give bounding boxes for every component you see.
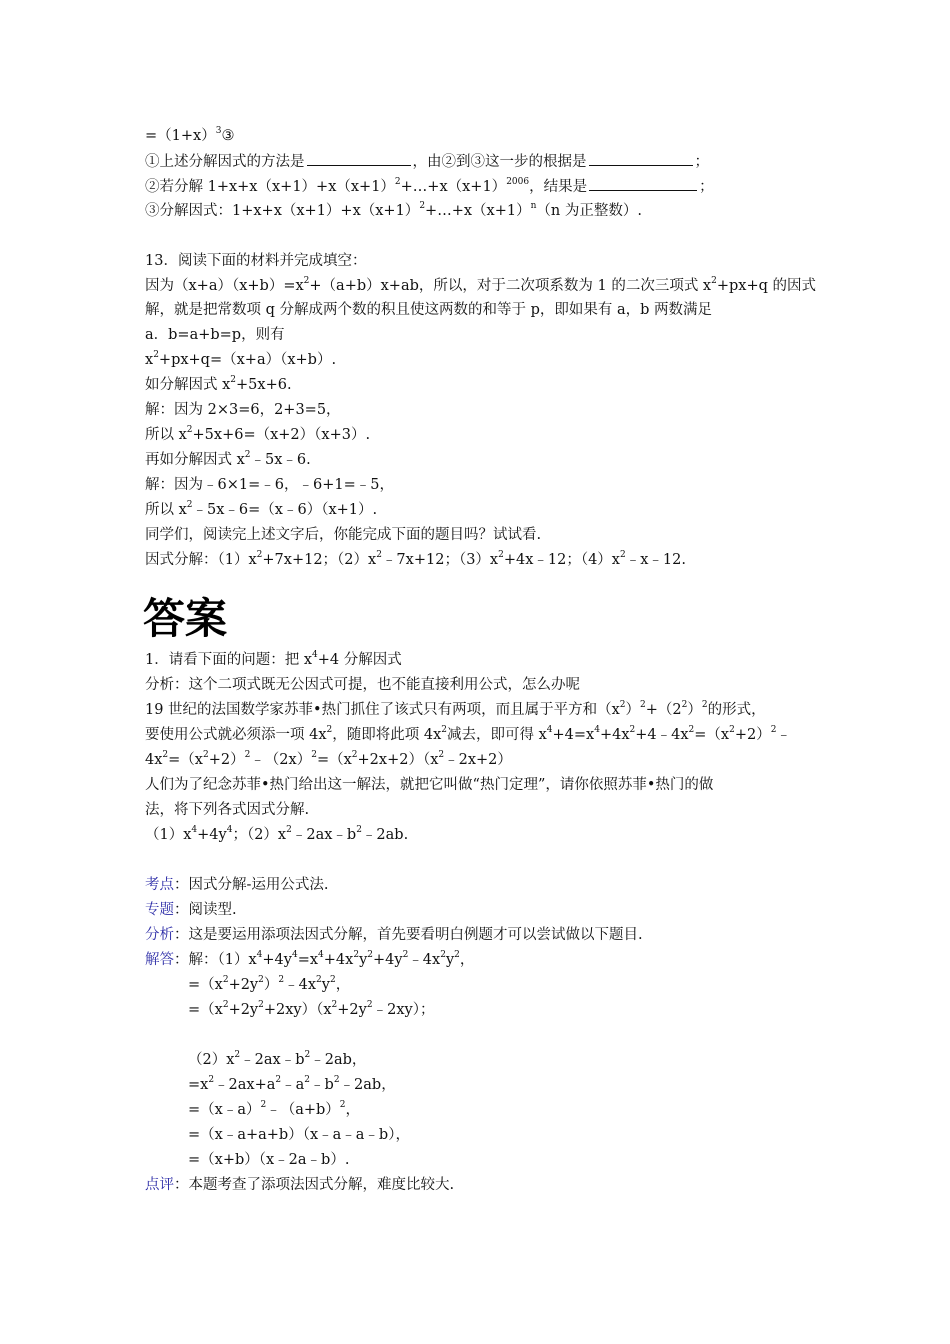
a1-line: 分析：这个二项式既无公因式可提，也不能直接利用公式，怎么办呢 — [145, 677, 580, 693]
q13-line: $x^2+px+q=(x+a)(x+b)$. — [145, 350, 337, 368]
q13-line: 所以 $x^2﹣5x﹣6=(x﹣6)(x+1)$. — [145, 500, 378, 518]
solution-step: $=(x^2+2y^2+2xy)(x^2+2y^2﹣2xy)$； — [188, 1000, 435, 1018]
a1-line: 法，将下列各式因式分解. — [145, 802, 310, 818]
answer-heading: 答案 — [143, 594, 228, 643]
jieda-line: 解答：解：$(1)x^4+4y^4=x^4+4x^2y^2+4y^2﹣4x^2y^2$， — [145, 950, 475, 968]
q12-sub1: ①上述分解因式的方法是 ，由②到③这一步的根据是 ； — [145, 151, 709, 172]
a1-line: 19 世纪的法国数学家苏菲•热门抓住了该式只有两项，而且属于平方和$(x^2)^2+(2^2)^2$的形式， — [145, 700, 766, 718]
solution-step: =（x﹣a+a+b）（x﹣a﹣a﹣b）， — [188, 1127, 410, 1143]
solution-step: $=x^2﹣2ax+a^2﹣a^2﹣b^2﹣2ab$， — [188, 1075, 396, 1093]
fenxi-label: 分析 — [145, 927, 174, 943]
zhuanti-label: 专题 — [145, 902, 174, 918]
a1-line: $(1)x^4+4y^4$；$(2)x^2﹣2ax﹣b^2﹣2ab$. — [145, 825, 409, 843]
answer-blank[interactable] — [589, 176, 697, 191]
kaodian-label: 考点 — [145, 877, 174, 893]
q13-line: a．b=a+b=p，则有 — [145, 327, 285, 343]
fenxi-line: 分析：这是要运用添项法因式分解，首先要看明白例题才可以尝试做以下题目. — [145, 927, 643, 943]
q13-line: 解：因为 2×3=6，2+3=5， — [145, 402, 341, 418]
dianping-line: 点评：本题考查了添项法因式分解，难度比较大. — [145, 1177, 455, 1193]
q13-line: 如分解因式 $x^2+5x+6$. — [145, 375, 292, 393]
solution-step: =（x+b）（x﹣2a﹣b）. — [188, 1152, 350, 1168]
q13-line: 解，就是把常数项 q 分解成两个数的积且使这两数的和等于 p，即如果有 a，b 两数满足 — [145, 302, 713, 318]
q12-sub3: ③分解因式：$1+x+x(x+1)+x(x+1)^2+\dots+x(x+1)^n(n$ 为正整数）. — [145, 201, 642, 219]
a1-line: 要使用公式就必须添一项 $4x^2$，随即将此项 $4x^2$减去，即可得 $x^4+4=x^4+4x^2+4﹣4x^2=(x^2+2)^2﹣$ — [145, 725, 791, 743]
q12-sub2: ②若分解 $1+x+x(x+1)+x(x+1)^2+\dots+x(x+1)^{2006}$，结果是 ； — [145, 177, 714, 195]
solution-step: $=(x﹣a)^2﹣(a+b)^2$， — [188, 1100, 361, 1118]
q13-line: 因为$(x+a)(x+b)=x^2+(a+b)x+ab$，所以，对于二次项系数为 1 的二次三项式 $x^2+px+q$ 的因式 — [145, 276, 817, 294]
solution-step: $=(x^2+2y^2)^2﹣4x^2y^2$， — [188, 975, 351, 993]
solution-step: $(2)x^2﹣2ax﹣b^2﹣2ab$， — [188, 1050, 367, 1068]
a1-line: 1．请看下面的问题：把 $x^4+4$ 分解因式 — [145, 650, 402, 668]
q13-title: 13．阅读下面的材料并完成填空： — [145, 253, 367, 269]
dianping-label: 点评 — [145, 1177, 174, 1193]
q13-line: 同学们，阅读完上述文字后，你能完成下面的题目吗？试试看. — [145, 527, 542, 543]
q13-line: 所以 $x^2+5x+6=(x+2)(x+3)$. — [145, 425, 371, 443]
a1-line: $4x^2=(x^2+2)^2﹣(2x)^2=(x^2+2x+2)(x^2﹣2x+2)$ — [145, 750, 512, 768]
jieda-label: 解答 — [145, 952, 174, 968]
answer-blank[interactable] — [589, 151, 693, 166]
answer-blank[interactable] — [307, 151, 411, 166]
q12-line-result: $=(1+x)^3③$ — [145, 126, 235, 144]
kaodian-line: 考点：因式分解-运用公式法. — [145, 877, 329, 893]
zhuanti-line: 专题：阅读型. — [145, 902, 237, 918]
q13-line: 解：因为﹣6×1=﹣6，﹣6+1=﹣5， — [145, 477, 394, 493]
q13-line: 再如分解因式 $x^2﹣5x﹣6$. — [145, 450, 311, 468]
a1-line: 人们为了纪念苏菲•热门给出这一解法，就把它叫做“热门定理”，请你依照苏菲•热门的做 — [145, 777, 714, 793]
q13-line: 因式分解：$(1)x^2+7x+12$；$(2)x^2﹣7x+12$；$(3)x^2+4x﹣12$；$(4)x^2﹣x﹣12$. — [145, 550, 686, 568]
